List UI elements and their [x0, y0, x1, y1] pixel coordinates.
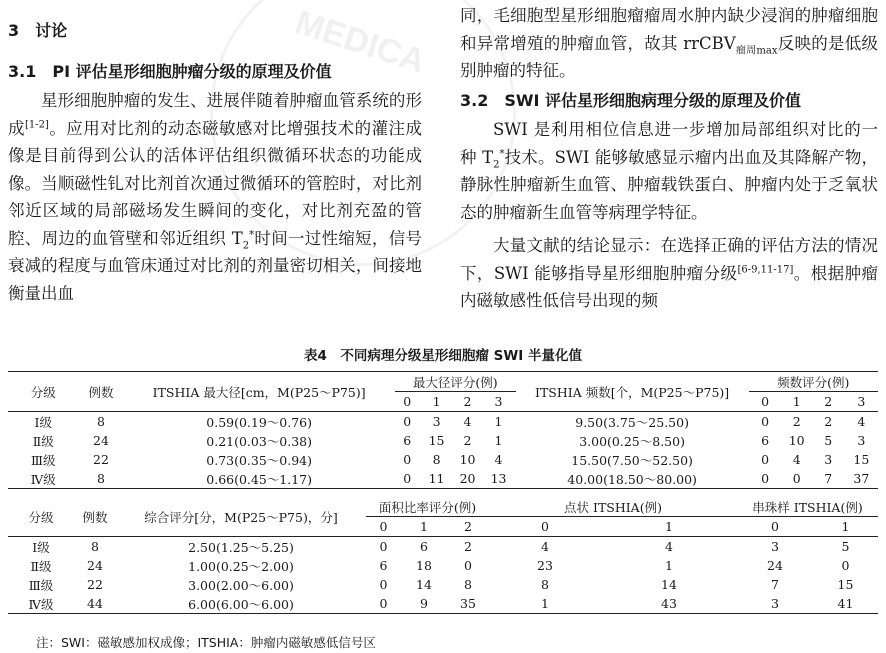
- cell-grade: Ⅱ级: [30, 558, 52, 574]
- subsection-3-1-paragraph: [8, 87, 422, 307]
- score-col-1: 1: [419, 392, 453, 412]
- cell-area: 0: [379, 577, 388, 592]
- table-title: 表4 不同病理分级星形细胞瘤 SWI 半量化值: [304, 348, 582, 364]
- cell-score: 0: [403, 452, 412, 467]
- cell-diameter: 0.21(0.03～0.38): [206, 433, 313, 449]
- cell-diameter: 0.59(0.19～0.76): [206, 414, 313, 430]
- cell-frequency: 9.50(3.75～25.50): [575, 414, 689, 430]
- cell-dot: 14: [661, 577, 677, 592]
- para-text: 技术。SWI 能够敏感显示瘤内出血及其降解产物，静脉性肿瘤新生血管、肿瘤载铁蛋白、肿瘤内处于乏氧状态的肿瘤新生血管等病理学特征。: [460, 147, 878, 222]
- cell-cases: 24: [93, 433, 109, 448]
- table-row: [8, 594, 878, 614]
- table-part-2: [8, 497, 878, 614]
- score-col-3: 3: [481, 392, 515, 412]
- table-row: [8, 412, 878, 432]
- cell-score: 11: [428, 471, 445, 486]
- cell-area: 0: [379, 539, 388, 554]
- cell-area: 18: [416, 558, 432, 573]
- cell-cases: 44: [87, 596, 103, 611]
- score-col-2: 2: [447, 517, 489, 537]
- table-row: [8, 556, 878, 575]
- cell-score: 15: [428, 433, 445, 448]
- cell-score: 20: [459, 471, 476, 486]
- cell-composite: 6.00(6.00～6.00): [188, 596, 294, 612]
- score-col-1: 1: [401, 517, 447, 537]
- cell-grade: Ⅰ级: [32, 539, 50, 555]
- cell-area: 14: [416, 577, 432, 592]
- cell-diameter: 0.66(0.45～1.17): [206, 471, 313, 487]
- cell-cases: 22: [87, 577, 103, 592]
- superscript: *: [499, 148, 505, 159]
- cell-grade: Ⅱ级: [32, 433, 54, 449]
- header-row: [8, 497, 878, 517]
- table-footnote: 注：SWI：磁敏感加权成像；ITSHIA：肿瘤内磁敏感低信号区: [36, 635, 376, 650]
- cell-score: 0: [761, 452, 770, 467]
- bin-col-0: 0: [489, 517, 601, 537]
- cell-cases: 24: [87, 558, 103, 573]
- bin-col-0: 0: [737, 517, 813, 537]
- col-grade: 分级: [8, 497, 74, 537]
- cell-cases: 8: [91, 539, 99, 554]
- para-text: SWI 是利用相位信息进一步增加局部组织对比的一种 T: [460, 120, 878, 167]
- score-col-3: 3: [845, 392, 878, 412]
- cell-bead: 7: [771, 577, 779, 592]
- col-diameter-score: 最大径评分(例): [395, 372, 516, 392]
- cell-score: 3: [432, 414, 441, 429]
- col-max-diameter: ITSHIA 最大径[cm，M(P25～P75)]: [123, 372, 394, 412]
- score-col-2: 2: [454, 392, 482, 412]
- watermark-text: MEDICA: [290, 3, 430, 81]
- cell-score: 5: [824, 433, 833, 448]
- bin-col-1: 1: [813, 517, 878, 537]
- cell-area: 9: [420, 596, 428, 611]
- col-beaded-itshia: 串珠样 ITSHIA(例): [737, 497, 878, 517]
- cell-cases: 8: [96, 414, 105, 429]
- cell-score: 2: [792, 414, 801, 429]
- cell-area: 35: [460, 596, 476, 611]
- cell-score: 2: [463, 433, 472, 448]
- left-column: [8, 0, 422, 307]
- superscript: *: [249, 229, 255, 240]
- cell-grade: Ⅳ级: [30, 471, 56, 487]
- score-col-0: 0: [395, 392, 420, 412]
- cell-bead: 3: [771, 596, 779, 611]
- subscript: 瘤周max: [735, 44, 778, 56]
- cell-score: 4: [494, 452, 503, 467]
- table-row: [8, 537, 878, 557]
- cell-dot: 43: [661, 596, 677, 611]
- cell-cases: 8: [96, 471, 105, 486]
- cell-frequency: 40.00(18.50～80.00): [567, 471, 697, 487]
- cell-grade: Ⅲ级: [30, 452, 56, 468]
- continued-paragraph: [460, 2, 878, 85]
- table-row: [8, 575, 878, 594]
- cell-score: 0: [403, 471, 412, 486]
- cell-bead: 3: [771, 539, 779, 554]
- col-cases: 例数: [79, 372, 124, 412]
- cell-score: 4: [792, 452, 801, 467]
- cell-score: 10: [459, 452, 476, 467]
- cell-bead: 5: [841, 539, 850, 554]
- score-col-1: 1: [782, 392, 812, 412]
- cell-score: 0: [761, 471, 770, 486]
- cell-composite: 2.50(1.25～5.25): [188, 539, 294, 555]
- cell-score: 4: [463, 414, 472, 429]
- cell-bead: 0: [841, 558, 850, 573]
- cell-grade: Ⅰ级: [34, 414, 52, 430]
- score-col-2: 2: [812, 392, 845, 412]
- cell-score: 1: [494, 414, 503, 429]
- col-frequency: ITSHIA 频数[个，M(P25～P75)]: [516, 372, 749, 412]
- cell-diameter: 0.73(0.35～0.94): [206, 452, 313, 468]
- cell-area: 8: [464, 577, 472, 592]
- cell-composite: 3.00(2.00～6.00): [188, 577, 294, 593]
- cell-score: 0: [761, 414, 770, 429]
- cell-bead: 15: [837, 577, 854, 592]
- cell-grade: Ⅲ级: [28, 577, 54, 593]
- cell-score: 6: [761, 433, 770, 448]
- subsection-3-2-paragraph-1: [460, 116, 878, 226]
- para-text: 时间一过性缩短，信号衰减的程度与血管床通过对比剂的剂量密切相关，间接地衡量出血: [8, 228, 422, 303]
- col-composite-score: 综合评分[分，M(P25～P75)，分]: [116, 497, 366, 537]
- score-col-0: 0: [749, 392, 782, 412]
- para-text: 大量文献的结论显示：在选择正确的评估方法的情况下，SWI 能够指导星形细胞肿瘤分级: [460, 236, 878, 283]
- cell-area: 2: [464, 539, 472, 554]
- subscript: 2: [242, 239, 250, 251]
- section-heading: 3 讨论: [8, 21, 68, 40]
- cell-score: 8: [432, 452, 441, 467]
- cell-score: 3: [857, 433, 866, 448]
- header-row: [8, 372, 878, 392]
- subsection-3-1-heading: 3.1 PI 评估星形细胞肿瘤分级的原理及价值: [8, 61, 332, 81]
- table-row: [8, 431, 878, 450]
- col-dot-itshia: 点状 ITSHIA(例): [489, 497, 737, 517]
- subsection-3-2-paragraph-2: [460, 232, 878, 315]
- cell-score: 10: [788, 433, 805, 448]
- citation: [6-9,11-17]: [737, 264, 794, 275]
- cell-area: 6: [379, 558, 388, 573]
- cell-score: 15: [853, 452, 870, 467]
- cell-area: 6: [420, 539, 428, 554]
- cell-dot: 4: [541, 539, 549, 554]
- table-part-1: [8, 371, 878, 489]
- cell-dot: 23: [537, 558, 553, 573]
- cell-score: 1: [494, 433, 503, 448]
- cell-grade: Ⅳ级: [28, 596, 54, 612]
- cell-score: 0: [403, 414, 412, 429]
- subscript: 2: [493, 158, 500, 170]
- cell-dot: 4: [665, 539, 673, 554]
- cell-score: 2: [824, 414, 833, 429]
- cell-dot: 1: [541, 596, 549, 611]
- cell-bead: 24: [767, 558, 783, 573]
- para-text: 。应用对比剂的动态磁敏感对比增强技术的灌注成像是目前得到公认的活体评估组织微循环状态的功能成像。当顺磁性钆对比剂首次通过微循环的管腔时，对比剂邻近区域的局部磁场发生瞬间的变化，对比剂充盈的管腔、周边的血管壁和邻近组织 T: [8, 118, 423, 248]
- cell-composite: 1.00(0.25～2.00): [188, 558, 294, 574]
- cell-dot: 1: [665, 558, 673, 573]
- cell-score: 4: [857, 414, 866, 429]
- para-text: 同，毛细胞型星形细胞瘤瘤周水肿内缺少浸润的肿瘤细胞和异常增殖的肿瘤血管，故其 rrCBV: [460, 6, 878, 53]
- cell-frequency: 3.00(0.25～8.50): [579, 433, 685, 449]
- cell-score: 3: [824, 452, 833, 467]
- cell-score: 6: [403, 433, 412, 448]
- cell-cases: 22: [93, 452, 109, 467]
- cell-area: 0: [379, 596, 388, 611]
- col-frequency-score: 频数评分(例): [749, 372, 878, 392]
- table-row: [8, 450, 878, 469]
- cell-bead: 41: [837, 596, 854, 611]
- cell-area: 0: [464, 558, 472, 573]
- cell-score: 0: [792, 471, 801, 486]
- col-cases: 例数: [74, 497, 116, 537]
- para-text: 星形细胞肿瘤的发生、进展伴随着肿瘤血管系统的形成: [8, 91, 422, 138]
- cell-score: 37: [853, 471, 870, 486]
- score-col-0: 0: [366, 517, 401, 537]
- bin-col-1: 1: [601, 517, 737, 537]
- para-text: 反映的是低级别肿瘤的特征。: [460, 33, 879, 80]
- subsection-3-2-heading: 3.2 SWI 评估星形细胞病理分级的原理及价值: [460, 90, 802, 110]
- right-column: [460, 0, 878, 315]
- col-area-ratio-score: 面积比率评分(例): [366, 497, 489, 517]
- cell-score: 7: [824, 471, 833, 486]
- table-row: [8, 469, 878, 489]
- citation: [1-2]: [24, 119, 49, 130]
- cell-score: 13: [490, 471, 507, 486]
- col-grade: 分级: [8, 372, 79, 412]
- para-text: 。根据肿瘤内磁敏感性低信号出现的频: [460, 263, 878, 310]
- cell-dot: 8: [541, 577, 549, 592]
- cell-frequency: 15.50(7.50～52.50): [571, 452, 693, 468]
